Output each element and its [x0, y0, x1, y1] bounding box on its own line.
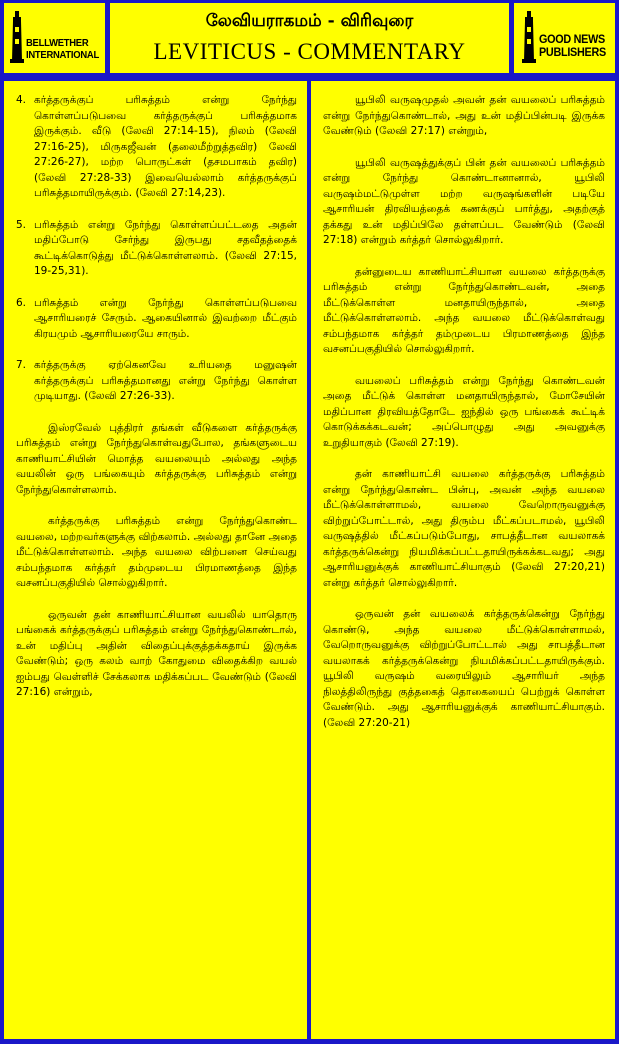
paragraph: யூபிலி வருஷமுதல் அவன் தன் வயலைப் பரிசுத்தம் என்று நேர்ந்துகொண்டால், அது உன் மதிப்பின்படி இருக்க வேண்டும் (லேவி 27:17) என்றும், [323, 94, 605, 137]
item-number: 5. [16, 218, 27, 231]
item-text: பரிசுத்தம் என்று நேர்ந்து கொள்ளப்பட்டதை அதன் மதிப்போடு சேர்ந்து இருபது சதவீதத்தைக் கூட்டிக்கொடுத்து மீட்டுக்கொள்ளலாம். (லேவி 27:15, 19-25,31). [34, 218, 297, 277]
item-text: கர்த்தருக்கு ஏற்கெனவே உரியதை மனுஷன் கர்த்தருக்குப் பரிசுத்தமானது என்று நேர்ந்து கொள்ள முடியாது. (லேவி 27:26-33). [34, 359, 297, 402]
list-item [16, 218, 297, 280]
item-number: 4. [16, 94, 27, 106]
logo-right-line2: PUBLISHERS [539, 45, 606, 59]
paragraph: கர்த்தருக்கு பரிசுத்தம் என்று நேர்ந்துகொண்ட வயலை, மற்றவர்களுக்கு விற்கலாம். அல்லது தானே அதை மீட்டுக்கொள்ளலாம். அந்த வயலை விற்பனை செய்வது சம்பந்தமாக கர்த்தர் தம்முடைய பிரமாணத்தை இந்த வசனப்பகுதியில் சொல்லுகிறார். [16, 515, 297, 589]
title-english: LEVITICUS - COMMENTARY [153, 39, 466, 64]
paragraph: யூபிலி வருஷத்துக்குப் பின் தன் வயலைப் பரிசுத்தம் என்று நேர்ந்து கொண்டானானால், யூபிலி வருஷம்மட்டுமுள்ள மற்ற வருஷங்களின் படியே ஆசாரியன் திரவியத்தைக் கணக்குப் பார்த்து, அதற்குத் தக்கது உன் மதிப்பிலே தள்ளப்பட வேண்டும் (லேவி 27:18) என்றும் கர்த்தர் சொல்லுகிறார். [323, 156, 605, 246]
paragraph: ஒருவன் தன் வயலைக் கர்த்தருக்கென்று நேர்ந்து கொண்டு, அந்த வயலை மீட்டுக்கொள்ளாமல், வேறொருவனுக்கு விற்றுப்போட்டால் அது சாபத்தீடான வயலாகக் கர்த்தருக்கென்று நியமிக்கப்பட்டதாயிருக்கும். யூபிலி வருஷம் வரையிலும் ஆசாரியர் அந்த நிலத்திலிருந்து குத்தகைத் தொகையைப் பெற்றுக் கொள்ள வேண்டும். அது ஆசாரியனுக்குக் காணியாட்சியாகும். (லேவி 27:20-21) [323, 608, 605, 729]
bellwether-logo [4, 3, 105, 73]
good-news-logo [514, 3, 615, 73]
left-column [4, 81, 307, 1039]
paragraph: வயலைப் பரிசுத்தம் என்று நேர்ந்து கொண்டவன் அதை மீட்டுக் கொள்ள மனதாயிருந்தால், மோசேயின் மதிப்பான திரவியத்தோடே ஐந்தில் ஒரு பங்கைக் கூட்டிக் கொடுக்கக்கடவன்; அப்பொழுது அது அவனுக்கு உறுதியாகும் (லேவி 27:19). [323, 374, 605, 449]
logo-right-line1: GOOD NEWS [539, 32, 605, 46]
title-tamil: லேவியராகமம் - விரிவுரை [205, 11, 414, 31]
logo-left-line2: INTERNATIONAL [26, 49, 99, 61]
item-number: 7. [16, 359, 27, 371]
paragraph: தன்னுடைய காணியாட்சியான வயலை கர்த்தருக்கு பரிசுத்தம் என்று நேர்ந்துகொண்டவன், அதை மீட்டுக்கொள்ள மனதாயிருந்தால், அதை மீட்டுக்கொள்ளலாம். அந்த வயலை மீட்டுக்கொள்வது சம்பந்தமாக கர்த்தர் தம்முடைய பிரமாணத்தை இந்த வசனப்பகுதியில் சொல்லுகிறார். [323, 265, 605, 355]
logo-left-line1: BELLWETHER [26, 37, 89, 49]
list-item [16, 93, 297, 202]
paragraph: தன் காணியாட்சி வயலை கர்த்தருக்கு பரிசுத்தம் என்று நேர்ந்துகொண்ட பின்பு, அவன் அந்த வயலை மீட்டுக்கொள்ளாமல், வயலை வேறொருவனுக்கு விற்றுப்போட்டால், அது திரும்ப மீட்கப்படாமல், யூபிலி வருஷத்தில் மீட்கப்படும்போது, சாபத்தீடான வயலாகக் கர்த்தருக்கென்று நியமிக்கப்பட்டதாயிருக்கக்கடவது; அது ஆசாரியனுக்குக் காணியாட்சியாகும் (லேவி 27:20,21) என்று கர்த்தர் சொல்லுகிறார். [323, 468, 605, 589]
list-item [16, 296, 297, 343]
item-text: பரிசுத்தம் என்று நேர்ந்து கொள்ளப்படுபவை ஆசாரியரைச் சேரும். ஆகையினால் இவற்றை மீட்கும் கிரயமும் ஆசாரியரையே சாரும். [34, 296, 297, 340]
paragraph: ஒருவன் தன் காணியாட்சியான வயலில் யாதொரு பங்கைக் கர்த்தருக்குப் பரிசுத்தம் என்று நேர்ந்துகொண்டால், உன் மதிப்பு அதின் விதைப்புக்குத்தக்கதாய் இருக்க வேண்டும்; ஒரு கலம் வாற் கோதுமை விதைக்கிற வயல் ஐம்பது வெள்ளிச் சேக்கலாக மதிக்கப்பட வேண்டும் (லேவி 27:16) என்றும், [16, 608, 297, 698]
item-text: கர்த்தருக்குப் பரிசுத்தம் என்று நேர்ந்து கொள்ளப்படுபவை கர்த்தருக்குப் பரிசுத்தமாக இருக்கும். வீடு (லேவி 27:14-15), நிலம் (லேவி 27:16-25), மிருகஜீவன் (தலைமீற்றுத்தவிர) லேவி 27:26-27), மற்ற பொருட்கள் (தசமபாகம் தவிர) (லேவி 27:28-33) இவையெல்லாம் கர்த்தருக்குப் பரிசுத்தமாயிருக்கும். (லேவி 27:14,23). [34, 94, 297, 199]
paragraph: இஸ்ரவேல் புத்திரர் தங்கள் வீடுகளை கர்த்தருக்கு பரிசுத்தம் என்று நேர்ந்துகொள்வதுபோல, தங்களுடைய காணியாட்சியின் மொத்த வயலையும் அல்லது அந்த வயலின் ஒரு பங்கையும் கர்த்தருக்கு பரிசுத்தம் என்று நேர்ந்துகொள்ளலாம். [16, 421, 297, 496]
right-column [311, 81, 615, 1039]
header [0, 0, 619, 78]
item-number: 6. [16, 296, 27, 309]
title-box [110, 3, 509, 73]
tower-icon [522, 11, 536, 63]
list-item [16, 358, 297, 405]
tower-icon [10, 11, 24, 63]
